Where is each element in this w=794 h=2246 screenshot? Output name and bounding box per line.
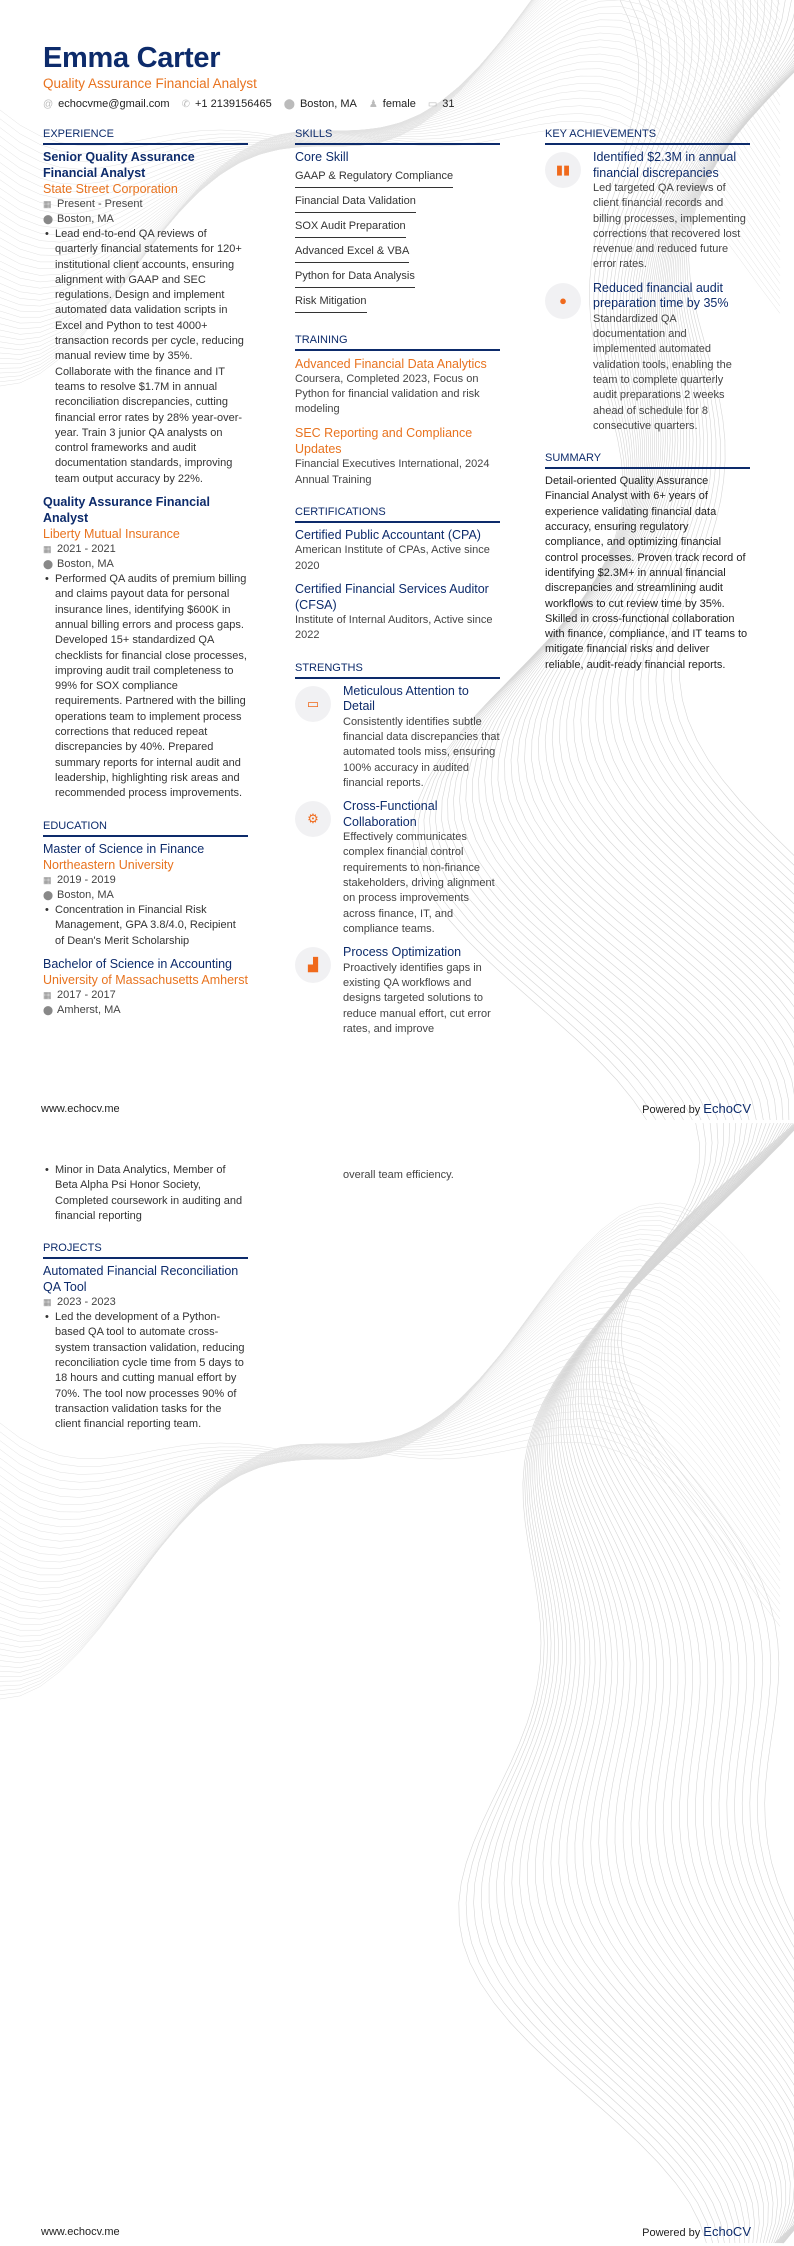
footer-powered[interactable]: Powered by EchoCV [642, 1101, 751, 1116]
training-section [295, 334, 500, 488]
strength-desc: Proactively identifies gaps in existing QA workflows and designs targeted solutions to reduce manual effort, cut error rates, and improve [343, 961, 491, 1035]
cert-name: Certified Public Accountant (CPA) [295, 527, 481, 542]
section-heading: EXPERIENCE [43, 128, 248, 145]
certifications-section [295, 506, 500, 644]
bullet: • Concentration in Financial Risk Management, GPA 3.8/4.0, Recipient of Dean's Merit Scholarship [45, 904, 236, 947]
phone-icon: ✆ [181, 99, 190, 110]
contact-age: ▭ 31 [427, 98, 455, 110]
strength-name: Cross-Functional Collaboration [343, 799, 438, 829]
achievements-section [545, 128, 750, 434]
calendar-icon: ▭ [427, 99, 438, 110]
strength-name: Meticulous Attention to Detail [343, 683, 469, 714]
middle-column [295, 128, 500, 1055]
contact-phone[interactable]: ✆ +1 2139156465 [181, 98, 272, 110]
strength-item [295, 945, 500, 1037]
strength-item [295, 684, 500, 791]
bullet: • Led the development of a Python-based QA tool to automate cross-system transaction validation, reducing reconciliation cycle time from 5 days to 18 hours and cutting manual effort by 70%. The tool now processes 90% of transaction validation tasks for the client financial reporting team. [45, 1311, 245, 1431]
right-column [545, 128, 750, 691]
education-item-continued [43, 1163, 248, 1224]
experience-item [43, 150, 248, 487]
section-heading: EDUCATION [43, 820, 248, 837]
achievement-desc: Led targeted QA reviews of client financial records and billing processes, implementing corrections that recovered lost revenue and reduced future error rates. [593, 182, 746, 271]
location-icon: ⬤ [283, 99, 295, 110]
dates: ▦ 2017 - 2017 [43, 989, 116, 1002]
achievement-item [545, 150, 750, 273]
brand-logo: EchoCV [703, 1101, 751, 1116]
certification-item [295, 528, 500, 574]
contact-gender: ♟ female [368, 98, 416, 110]
skill-item: Financial Data Validation [295, 191, 416, 213]
degree: Bachelor of Science in Accounting [43, 956, 233, 971]
experience-item [43, 495, 248, 801]
achievement-desc: Standardized QA documentation and implemented automated validation tools, enabling the team to complete quarterly audit preparations 2 weeks ahead of schedule for 8 consecutive quarters. [593, 312, 732, 432]
strength-desc: Effectively communicates complex financial control requirements to non-finance stakeholders, driving alignment on process improvements across finance, IT, and compliance teams. [343, 831, 495, 935]
battery-icon: ▭ [295, 686, 331, 722]
calendar-icon: ▦ [43, 990, 52, 1001]
job-role: Quality Assurance Financial Analyst [43, 495, 210, 525]
footer-powered[interactable]: Powered by EchoCV [642, 2224, 751, 2239]
cert-desc: Institute of Internal Auditors, Active since 2022 [295, 614, 493, 642]
skill-item: SOX Audit Preparation [295, 216, 406, 238]
experience-section [43, 128, 248, 802]
section-heading: CERTIFICATIONS [295, 506, 500, 523]
achievement-item [545, 281, 750, 434]
at-icon: @ [43, 99, 54, 110]
bullet: • Performed QA audits of premium billing and claims payout data for personal insurance lines, identifying $600K in annual billing errors and process gaps. Developed 15+ standardized QA checklists for financial close processes, improving audit trail completeness to 99% for SOX compliance requirements. Partnered with the billing operations team to implement process corrections that reduced repeat discrepancies by 40%. Prepared summary reports for internal audit and leadership, highlighting risk areas and recommended process improvements. [45, 573, 247, 800]
location: ⬤ Boston, MA [43, 889, 114, 901]
degree: Master of Science in Finance [43, 841, 205, 856]
left-column [43, 128, 248, 1036]
skill-item: GAAP & Regulatory Compliance [295, 166, 453, 188]
section-heading: PROJECTS [43, 1242, 248, 1259]
section-heading: KEY ACHIEVEMENTS [545, 128, 750, 145]
strengths-section [295, 662, 500, 1038]
calendar-icon: ▦ [43, 1297, 52, 1308]
project-name: Automated Financial Reconciliation QA Tool [43, 1264, 239, 1294]
contact-location: ⬤ Boston, MA [283, 98, 357, 110]
education-item [43, 957, 248, 1019]
location: ⬤ Boston, MA [43, 213, 114, 225]
certification-item [295, 582, 500, 644]
section-heading: SKILLS [295, 128, 500, 145]
project-item [43, 1264, 248, 1432]
bullet: • Lead end-to-end QA reviews of quarterly financial statements for 120+ institutional client accounts, ensuring alignment with GAAP and SEC regulations. Design and implement automated data validation scripts in Excel and Python to test 4000+ transaction records per cycle, reducing manual review time by 35%. Collaborate with the finance and IT teams to resolve $1.7M in annual reconciliation discrepancies, cutting financial error rates by 28% year-over-year. Train 3 junior QA analysts on control frameworks and audit documentation standards, improving team output accuracy by 22%. [45, 228, 244, 485]
calendar-icon: ▦ [43, 199, 52, 209]
skills-section [295, 128, 500, 316]
middle-column [295, 1168, 500, 1183]
education-section [43, 820, 248, 1019]
book-icon: ▮▮ [545, 152, 581, 188]
chart-icon: ▟ [295, 947, 331, 983]
strength-desc: Consistently identifies subtle financial data discrepancies that automated tools miss, ensuring 100% accuracy in audited financial reports. [343, 715, 500, 789]
chat-icon: ● [545, 283, 581, 319]
job-role: Senior Quality Assurance Financial Analyst [43, 150, 195, 180]
training-name: SEC Reporting and Compliance Updates [295, 426, 473, 457]
education-item [43, 842, 248, 949]
strength-name: Process Optimization [343, 945, 462, 960]
calendar-icon: ▦ [43, 544, 52, 555]
section-heading: STRENGTHS [295, 662, 500, 679]
achievement-name: Reduced financial audit preparation time by 35% [593, 280, 729, 311]
skill-item: Advanced Excel & VBA [295, 241, 409, 263]
company: Liberty Mutual Insurance [43, 527, 180, 542]
school: Northeastern University [43, 858, 174, 872]
training-item [295, 425, 500, 488]
training-name: Advanced Financial Data Analytics [295, 356, 487, 371]
gear-icon: ⚙ [295, 801, 331, 837]
training-desc: Coursera, Completed 2023, Focus on Python for financial validation and risk modeling [295, 372, 480, 416]
candidate-name: Emma Carter [43, 42, 221, 74]
brand-logo: EchoCV [703, 2224, 751, 2239]
location-icon: ⬤ [43, 559, 54, 570]
summary-text: Detail-oriented Quality Assurance Financial Analyst with 6+ years of experience validating financial data accuracy, ensuring regulatory compliance, and optimizing financial control processes. Proven track record of identifying $2.3M+ in annual financial discrepancies and streamlining audit workflows to cut review time by 35%. Skilled in cross-functional collaboration with finance, compliance, and IT teams to mitigate financial risks and deliver reliable, audit-ready financial reports. [545, 475, 748, 671]
cert-name: Certified Financial Services Auditor (CFSA) [295, 582, 489, 612]
dates: ▦ 2023 - 2023 [43, 1296, 116, 1309]
bullet: • Minor in Data Analytics, Member of Beta Alpha Psi Honor Society, Completed coursework in auditing and financial reporting [45, 1164, 243, 1222]
person-icon: ♟ [368, 99, 378, 110]
achievement-name: Identified $2.3M in annual financial discrepancies [593, 150, 737, 180]
summary-section [545, 452, 750, 673]
training-desc: Financial Executives International, 2024 Annual Training [295, 458, 490, 486]
projects-section [43, 1242, 248, 1432]
company: State Street Corporation [43, 182, 178, 196]
location: ⬤ Amherst, MA [43, 1004, 121, 1017]
cert-desc: American Institute of CPAs, Active since 2020 [295, 544, 490, 572]
dates: ▦ Present - Present [43, 198, 143, 210]
location-icon: ⬤ [43, 214, 54, 224]
footer-site-link[interactable]: www.echocv.me [41, 2226, 120, 2238]
dates: ▦ 2019 - 2019 [43, 874, 116, 886]
strength-desc-continued: overall team efficiency. [343, 1169, 454, 1181]
candidate-title: Quality Assurance Financial Analyst [43, 76, 257, 91]
contact-email[interactable]: @ echocvme@gmail.com [43, 98, 170, 110]
skill-item: Python for Data Analysis [295, 266, 415, 288]
strength-item [295, 799, 500, 937]
training-item [295, 356, 500, 418]
school: University of Massachusetts Amherst [43, 973, 248, 988]
location-icon: ⬤ [43, 890, 54, 900]
skill-group: Core Skill [295, 150, 349, 164]
location-icon: ⬤ [43, 1005, 54, 1016]
dates: ▦ 2021 - 2021 [43, 543, 116, 556]
calendar-icon: ▦ [43, 875, 52, 885]
section-heading: SUMMARY [545, 452, 750, 469]
left-column [43, 1163, 248, 1451]
location: ⬤ Boston, MA [43, 558, 114, 571]
resume-page-2 [0, 1123, 794, 2246]
section-heading: TRAINING [295, 334, 500, 351]
skill-item: Risk Mitigation [295, 291, 367, 313]
footer-site-link[interactable]: www.echocv.me [41, 1103, 120, 1115]
